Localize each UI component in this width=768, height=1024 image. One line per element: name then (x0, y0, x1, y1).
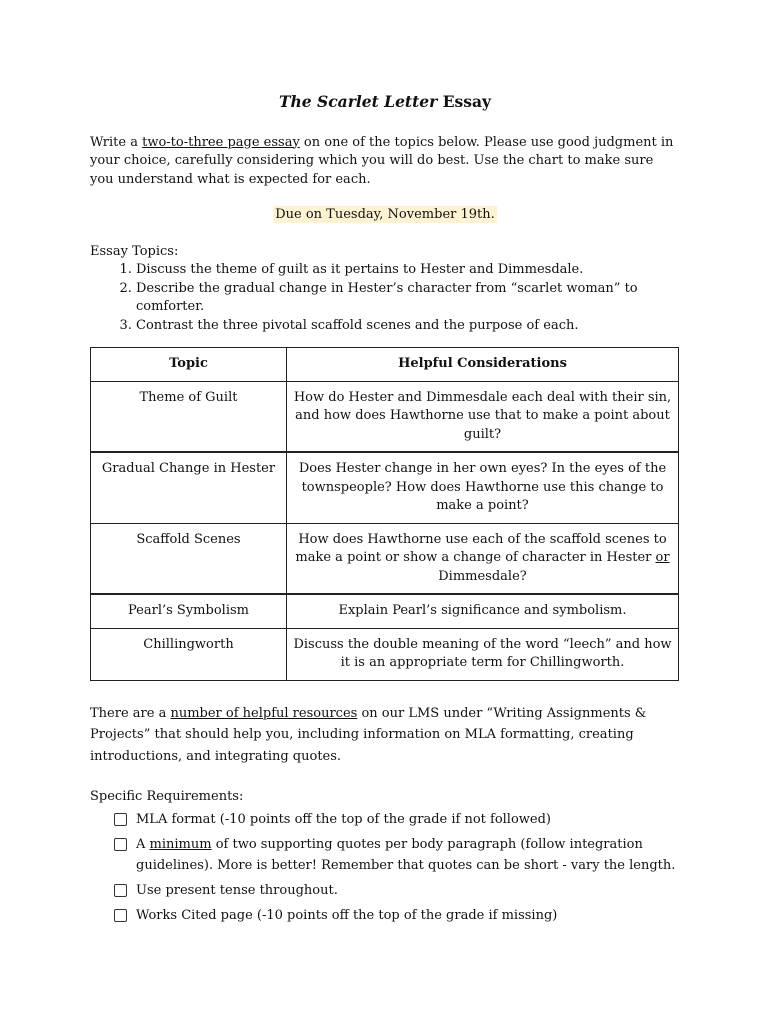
list-item: A minimum of two supporting quotes per body paragraph (follow integration guidelines). More is better! Remember that quotes can be short - vary the length. (114, 834, 680, 876)
requirements-heading: Specific Requirements: (90, 789, 244, 804)
checkbox-icon[interactable] (114, 838, 127, 851)
table-cell-topic: Theme of Guilt (91, 381, 287, 452)
checkbox-icon[interactable] (114, 909, 127, 922)
intro-underlined: two-to-three page essay (142, 134, 300, 150)
table-row (91, 381, 679, 452)
table-header-topic: Topic (91, 348, 287, 382)
table-cell-consideration: Does Hester change in her own eyes? In the eyes of the townspeople? How does Hawthorne use this change to make a point? (287, 452, 679, 523)
underlined-or: or (655, 550, 670, 565)
table-cell-consideration: Explain Pearl’s significance and symbolism. (287, 594, 679, 628)
table-cell-topic: Chillingworth (91, 628, 287, 680)
list-item: Use present tense throughout. (114, 880, 680, 901)
requirements-checklist (90, 809, 680, 926)
list-item: Works Cited page (-10 points off the top of the grade if missing) (114, 905, 680, 926)
title-italic: The Scarlet Letter (278, 92, 438, 111)
table-cell-topic: Scaffold Scenes (91, 523, 287, 594)
resources-underlined: number of helpful resources (170, 705, 358, 721)
due-date-line (90, 206, 680, 225)
table-row (91, 628, 679, 680)
table-cell-consideration: How does Hawthorne use each of the scaffold scenes to make a point or show a change of character in Hester or Dimmesdale? (287, 523, 679, 594)
intro-paragraph: Write a two-to-three page essay on one of the topics below. Please use good judgment in your choice, carefully considering which you will do best. Use the chart to make sure you understand what is expected for each. (90, 134, 674, 187)
topic-item: 2. Describe the gradual change in Hester’s character from “scarlet woman” to comforter. (136, 280, 680, 317)
topic-table (90, 347, 679, 681)
checkbox-icon[interactable] (114, 884, 127, 897)
checkbox-icon[interactable] (114, 813, 127, 826)
table-cell-consideration: Discuss the double meaning of the word “leech” and how it is an appropriate term for Chillingworth. (287, 628, 679, 680)
table-row (91, 452, 679, 523)
table-row (91, 594, 679, 628)
table-row (91, 523, 679, 594)
title-rest: Essay (442, 92, 492, 111)
topic-item: 1. Discuss the theme of guilt as it pertains to Hester and Dimmesdale. (136, 261, 680, 280)
table-header-considerations: Helpful Considerations (287, 348, 679, 382)
list-item: MLA format (-10 points off the top of the grade if not followed) (114, 809, 680, 830)
due-date-highlight: Due on Tuesday, November 19th. (275, 207, 495, 222)
table-cell-topic: Gradual Change in Hester (91, 452, 287, 523)
table-cell-topic: Pearl’s Symbolism (91, 594, 287, 628)
topics-heading: Essay Topics: (90, 243, 179, 259)
topic-item: 3. Contrast the three pivotal scaffold scenes and the purpose of each. (136, 317, 680, 336)
document-content (90, 93, 680, 930)
table-header-row (91, 348, 679, 382)
table-cell-consideration: How do Hester and Dimmesdale each deal with their sin, and how does Hawthorne use that to make a point about guilt? (287, 381, 679, 452)
page-title (90, 93, 680, 112)
topics-list (90, 261, 680, 335)
underlined-minimum: minimum (149, 836, 212, 852)
resources-paragraph: There are a number of helpful resources on our LMS under “Writing Assignments & Projects” that should help you, including information on MLA formatting, creating introductions, and integrating quotes. (90, 705, 647, 764)
